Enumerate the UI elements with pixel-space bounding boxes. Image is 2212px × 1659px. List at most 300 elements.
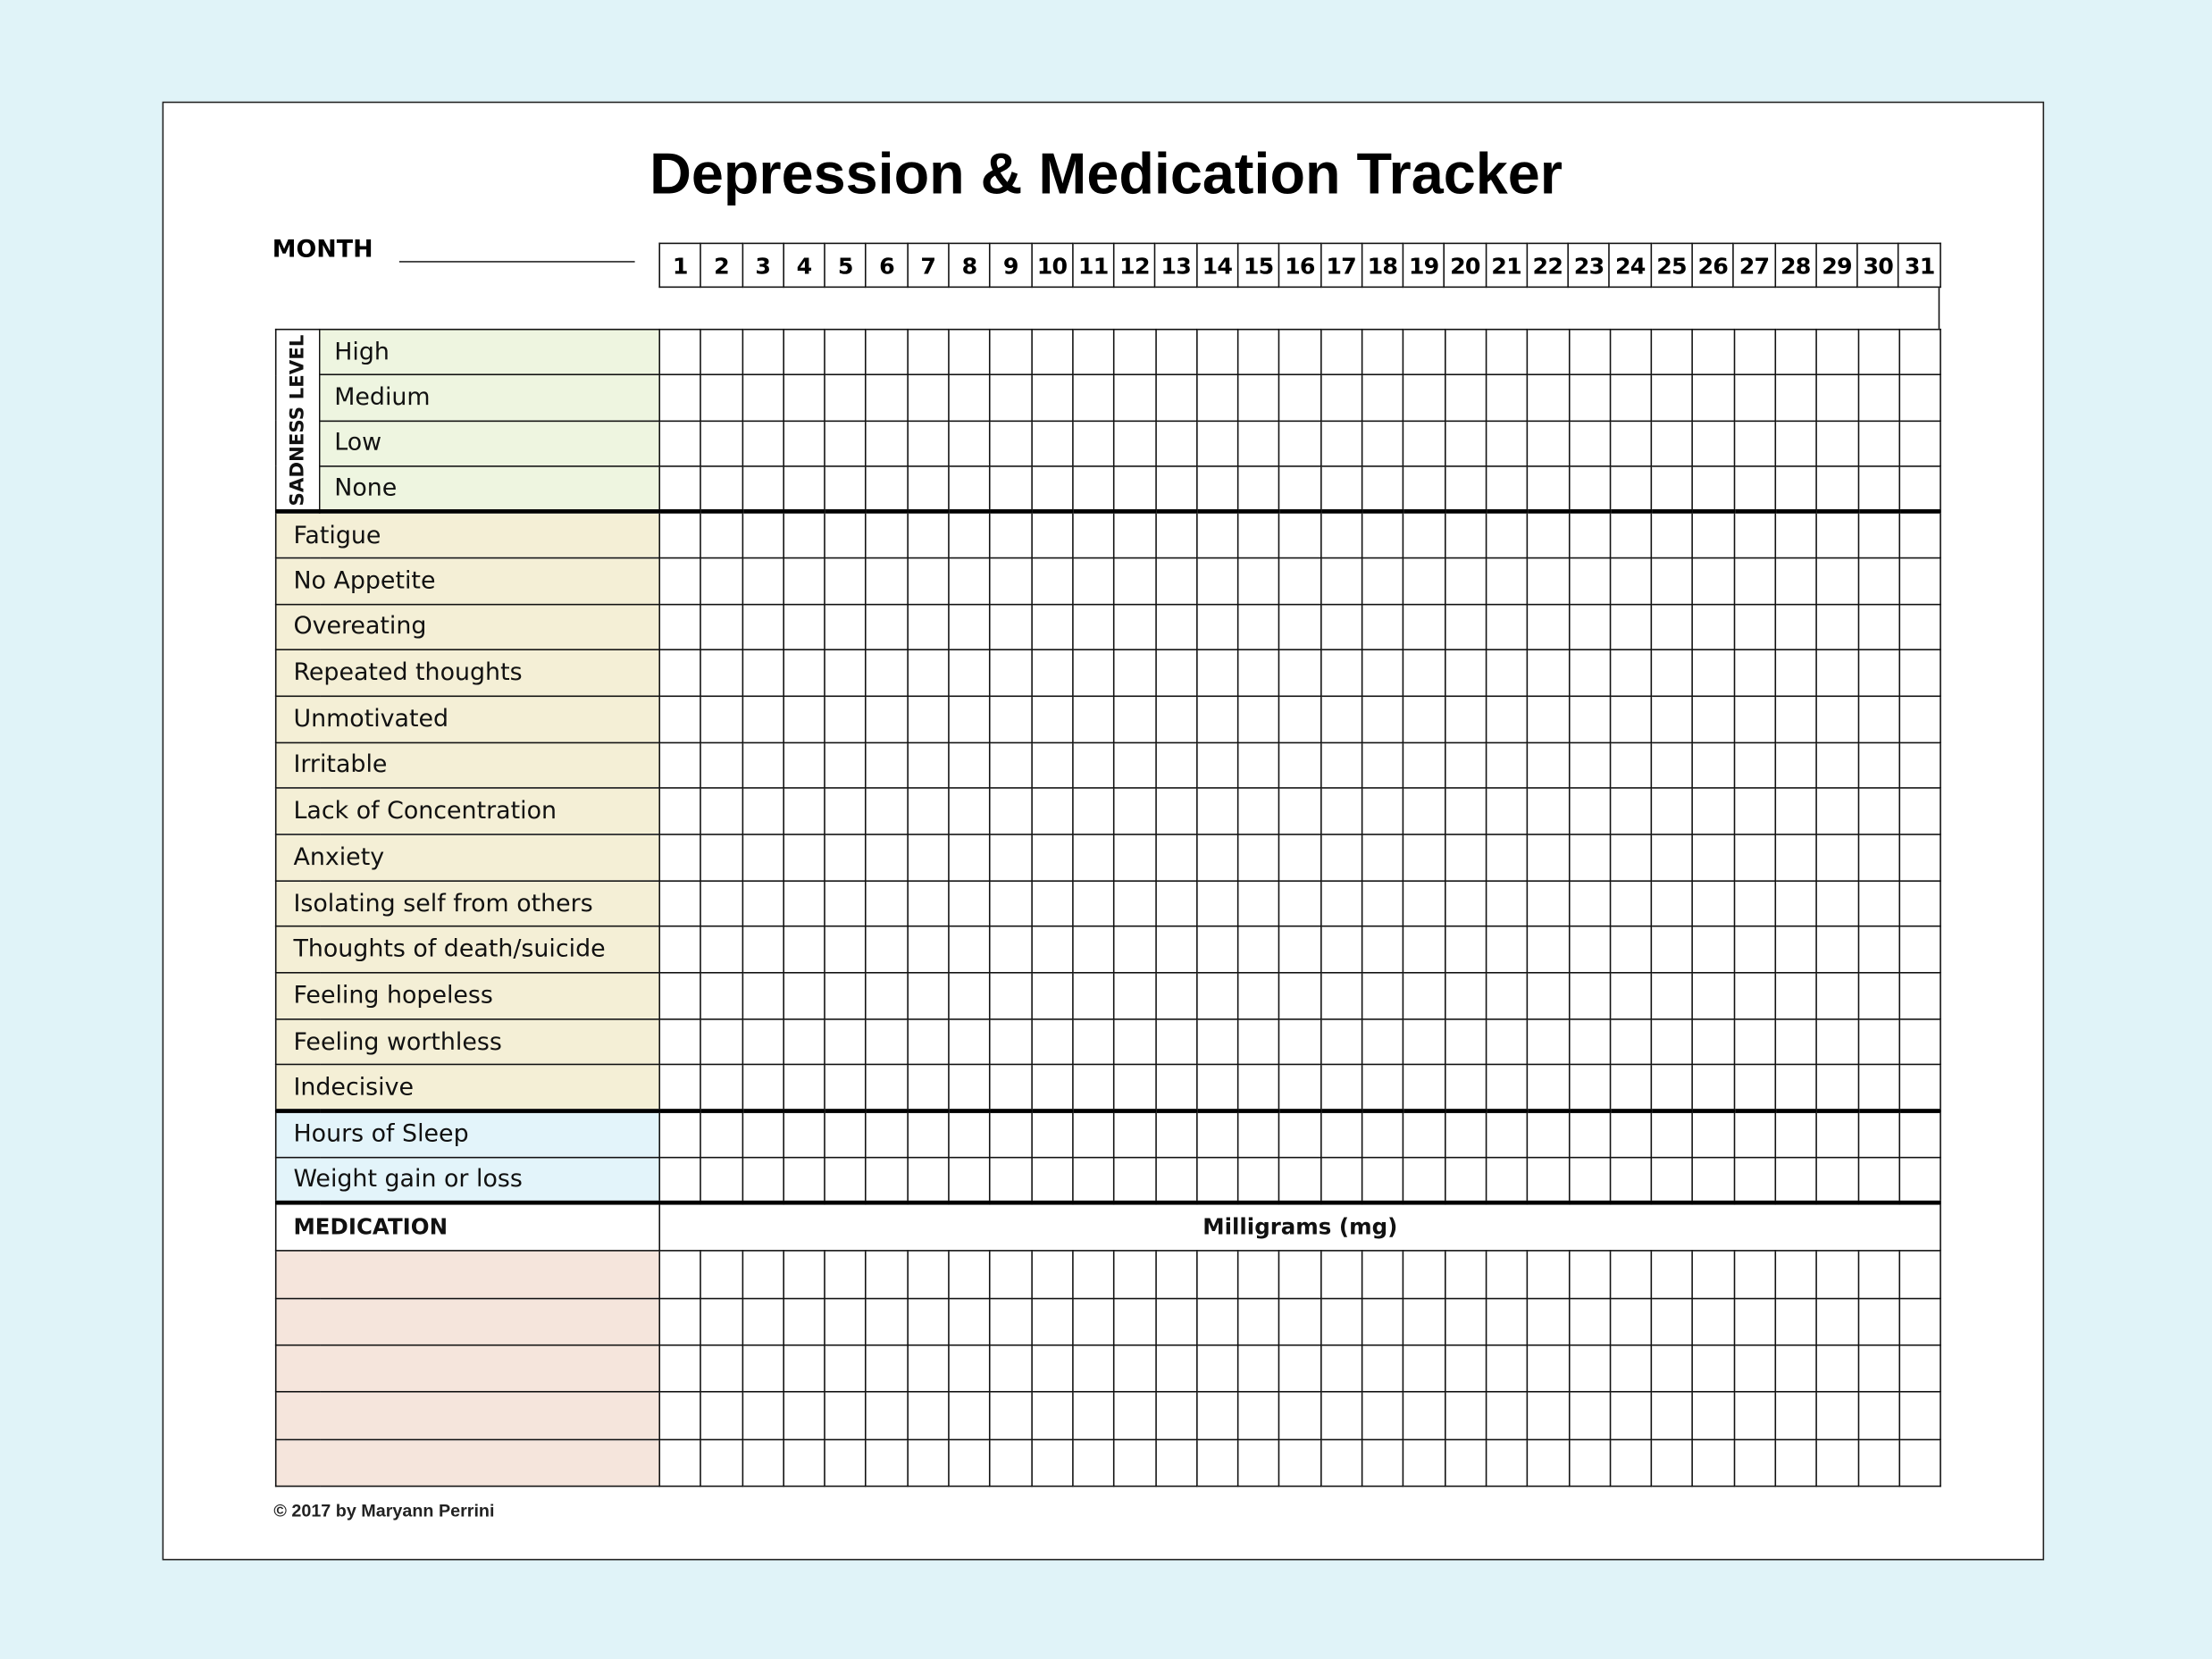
sym-12-day-8-cell[interactable] xyxy=(949,1065,990,1111)
sym-3-day-26-cell[interactable] xyxy=(1693,650,1734,697)
sym-7-day-30-cell[interactable] xyxy=(1858,834,1899,881)
sadness-medium-day-28-cell[interactable] xyxy=(1775,375,1816,421)
sym-8-day-15-cell[interactable] xyxy=(1238,881,1279,927)
sym-0-day-22-cell[interactable] xyxy=(1528,512,1569,558)
sym-2-day-2-cell[interactable] xyxy=(700,604,742,650)
sadness-low-day-22-cell[interactable] xyxy=(1528,421,1569,466)
sym-1-day-18-cell[interactable] xyxy=(1362,557,1403,604)
sym-8-day-26-cell[interactable] xyxy=(1693,881,1734,927)
medication-4-day-1-cell[interactable] xyxy=(659,1439,700,1487)
medication-1-day-23-cell[interactable] xyxy=(1569,1298,1610,1345)
sym-3-day-12-cell[interactable] xyxy=(1114,650,1155,697)
medication-3-day-10-cell[interactable] xyxy=(1032,1392,1073,1439)
sym-3-day-22-cell[interactable] xyxy=(1528,650,1569,697)
sym-7-day-20-cell[interactable] xyxy=(1445,834,1486,881)
sym-5-day-1-cell[interactable] xyxy=(659,742,700,789)
sym-10-day-7-cell[interactable] xyxy=(908,973,949,1019)
sadness-high-day-28-cell[interactable] xyxy=(1775,330,1816,375)
sym-9-day-27-cell[interactable] xyxy=(1734,926,1775,973)
sym-4-day-11-cell[interactable] xyxy=(1073,696,1114,742)
sym-0-day-26-cell[interactable] xyxy=(1693,512,1734,558)
medication-1-day-6-cell[interactable] xyxy=(867,1298,908,1345)
sym-7-day-4-cell[interactable] xyxy=(783,834,825,881)
medication-3-day-22-cell[interactable] xyxy=(1528,1392,1569,1439)
sadness-medium-day-12-cell[interactable] xyxy=(1114,375,1155,421)
sym-0-day-31-cell[interactable] xyxy=(1899,512,1940,558)
sym-6-day-10-cell[interactable] xyxy=(1032,788,1073,834)
medication-3-day-9-cell[interactable] xyxy=(990,1392,1031,1439)
sadness-none-day-25-cell[interactable] xyxy=(1652,466,1693,512)
sym-4-day-20-cell[interactable] xyxy=(1445,696,1486,742)
sym-7-day-11-cell[interactable] xyxy=(1073,834,1114,881)
sym-8-day-1-cell[interactable] xyxy=(659,881,700,927)
sym-5-day-9-cell[interactable] xyxy=(990,742,1031,789)
sadness-high-day-1-cell[interactable] xyxy=(659,330,700,375)
sadness-low-day-4-cell[interactable] xyxy=(783,421,825,466)
slp-1-day-19-cell[interactable] xyxy=(1403,1157,1445,1202)
sym-0-day-23-cell[interactable] xyxy=(1569,512,1610,558)
sadness-low-day-17-cell[interactable] xyxy=(1320,421,1362,466)
medication-2-day-31-cell[interactable] xyxy=(1899,1345,1940,1393)
sadness-none-day-17-cell[interactable] xyxy=(1320,466,1362,512)
sym-2-day-13-cell[interactable] xyxy=(1155,604,1196,650)
medication-2-day-15-cell[interactable] xyxy=(1238,1345,1279,1393)
medication-2-day-20-cell[interactable] xyxy=(1445,1345,1486,1393)
sym-2-day-6-cell[interactable] xyxy=(867,604,908,650)
sym-3-day-18-cell[interactable] xyxy=(1362,650,1403,697)
sym-12-day-14-cell[interactable] xyxy=(1197,1065,1238,1111)
sadness-medium-day-16-cell[interactable] xyxy=(1279,375,1320,421)
slp-1-day-23-cell[interactable] xyxy=(1569,1157,1610,1202)
medication-4-day-28-cell[interactable] xyxy=(1775,1439,1816,1487)
medication-4-day-31-cell[interactable] xyxy=(1899,1439,1940,1487)
sym-2-day-25-cell[interactable] xyxy=(1652,604,1693,650)
sadness-medium-day-6-cell[interactable] xyxy=(867,375,908,421)
medication-3-day-27-cell[interactable] xyxy=(1734,1392,1775,1439)
medication-3-day-24-cell[interactable] xyxy=(1610,1392,1651,1439)
slp-0-day-11-cell[interactable] xyxy=(1073,1111,1114,1157)
sadness-medium-day-11-cell[interactable] xyxy=(1073,375,1114,421)
sym-11-day-25-cell[interactable] xyxy=(1652,1019,1693,1066)
medication-1-day-24-cell[interactable] xyxy=(1610,1298,1651,1345)
sym-10-day-27-cell[interactable] xyxy=(1734,973,1775,1019)
sadness-none-day-31-cell[interactable] xyxy=(1899,466,1940,512)
sadness-none-day-12-cell[interactable] xyxy=(1114,466,1155,512)
sym-11-day-28-cell[interactable] xyxy=(1775,1019,1816,1066)
sym-10-day-10-cell[interactable] xyxy=(1032,973,1073,1019)
medication-1-day-9-cell[interactable] xyxy=(990,1298,1031,1345)
sym-12-day-28-cell[interactable] xyxy=(1775,1065,1816,1111)
sym-9-day-21-cell[interactable] xyxy=(1486,926,1527,973)
sym-3-day-3-cell[interactable] xyxy=(742,650,783,697)
sym-12-day-25-cell[interactable] xyxy=(1652,1065,1693,1111)
medication-0-day-28-cell[interactable] xyxy=(1775,1251,1816,1298)
sym-3-day-28-cell[interactable] xyxy=(1775,650,1816,697)
medication-0-day-12-cell[interactable] xyxy=(1114,1251,1155,1298)
slp-0-day-30-cell[interactable] xyxy=(1858,1111,1899,1157)
sym-7-day-21-cell[interactable] xyxy=(1486,834,1527,881)
medication-2-day-7-cell[interactable] xyxy=(908,1345,949,1393)
sym-1-day-25-cell[interactable] xyxy=(1652,557,1693,604)
sym-3-day-11-cell[interactable] xyxy=(1073,650,1114,697)
sym-1-day-31-cell[interactable] xyxy=(1899,557,1940,604)
sadness-medium-day-19-cell[interactable] xyxy=(1403,375,1445,421)
medication-0-day-6-cell[interactable] xyxy=(867,1251,908,1298)
sadness-none-day-20-cell[interactable] xyxy=(1445,466,1486,512)
medication-4-day-22-cell[interactable] xyxy=(1528,1439,1569,1487)
sadness-low-day-21-cell[interactable] xyxy=(1486,421,1527,466)
sym-2-day-3-cell[interactable] xyxy=(742,604,783,650)
medication-0-day-14-cell[interactable] xyxy=(1197,1251,1238,1298)
sadness-none-day-7-cell[interactable] xyxy=(908,466,949,512)
sadness-none-day-26-cell[interactable] xyxy=(1693,466,1734,512)
sym-0-day-16-cell[interactable] xyxy=(1279,512,1320,558)
sym-4-day-17-cell[interactable] xyxy=(1320,696,1362,742)
sym-7-day-22-cell[interactable] xyxy=(1528,834,1569,881)
medication-2-day-1-cell[interactable] xyxy=(659,1345,700,1393)
medication-4-day-21-cell[interactable] xyxy=(1486,1439,1527,1487)
sym-12-day-3-cell[interactable] xyxy=(742,1065,783,1111)
sadness-low-day-12-cell[interactable] xyxy=(1114,421,1155,466)
sym-8-day-3-cell[interactable] xyxy=(742,881,783,927)
sym-12-day-13-cell[interactable] xyxy=(1155,1065,1196,1111)
slp-1-day-26-cell[interactable] xyxy=(1693,1157,1734,1202)
medication-1-day-25-cell[interactable] xyxy=(1652,1298,1693,1345)
slp-1-day-20-cell[interactable] xyxy=(1445,1157,1486,1202)
sym-1-day-22-cell[interactable] xyxy=(1528,557,1569,604)
slp-0-day-19-cell[interactable] xyxy=(1403,1111,1445,1157)
medication-4-day-24-cell[interactable] xyxy=(1610,1439,1651,1487)
sadness-high-day-18-cell[interactable] xyxy=(1362,330,1403,375)
medication-3-day-23-cell[interactable] xyxy=(1569,1392,1610,1439)
sym-11-day-29-cell[interactable] xyxy=(1817,1019,1858,1066)
sym-7-day-3-cell[interactable] xyxy=(742,834,783,881)
sym-11-day-16-cell[interactable] xyxy=(1279,1019,1320,1066)
sadness-low-day-20-cell[interactable] xyxy=(1445,421,1486,466)
sym-8-day-23-cell[interactable] xyxy=(1569,881,1610,927)
sym-0-day-13-cell[interactable] xyxy=(1155,512,1196,558)
medication-4-day-17-cell[interactable] xyxy=(1320,1439,1362,1487)
sym-2-day-20-cell[interactable] xyxy=(1445,604,1486,650)
sadness-high-day-29-cell[interactable] xyxy=(1817,330,1858,375)
medication-1-day-30-cell[interactable] xyxy=(1858,1298,1899,1345)
sym-0-day-8-cell[interactable] xyxy=(949,512,990,558)
sym-4-day-24-cell[interactable] xyxy=(1610,696,1651,742)
sym-5-day-31-cell[interactable] xyxy=(1899,742,1940,789)
medication-2-day-25-cell[interactable] xyxy=(1652,1345,1693,1393)
sym-5-day-18-cell[interactable] xyxy=(1362,742,1403,789)
sym-6-day-3-cell[interactable] xyxy=(742,788,783,834)
sym-4-day-26-cell[interactable] xyxy=(1693,696,1734,742)
sym-0-day-11-cell[interactable] xyxy=(1073,512,1114,558)
sym-7-day-1-cell[interactable] xyxy=(659,834,700,881)
sym-6-day-6-cell[interactable] xyxy=(867,788,908,834)
sym-12-day-7-cell[interactable] xyxy=(908,1065,949,1111)
slp-0-day-1-cell[interactable] xyxy=(659,1111,700,1157)
sym-3-day-6-cell[interactable] xyxy=(867,650,908,697)
sym-8-day-10-cell[interactable] xyxy=(1032,881,1073,927)
sym-4-day-2-cell[interactable] xyxy=(700,696,742,742)
sym-4-day-14-cell[interactable] xyxy=(1197,696,1238,742)
sym-11-day-22-cell[interactable] xyxy=(1528,1019,1569,1066)
medication-4-day-29-cell[interactable] xyxy=(1817,1439,1858,1487)
sym-10-day-25-cell[interactable] xyxy=(1652,973,1693,1019)
sym-11-day-20-cell[interactable] xyxy=(1445,1019,1486,1066)
medication-3-day-15-cell[interactable] xyxy=(1238,1392,1279,1439)
sym-1-day-6-cell[interactable] xyxy=(867,557,908,604)
sadness-none-day-8-cell[interactable] xyxy=(949,466,990,512)
sym-0-day-28-cell[interactable] xyxy=(1775,512,1816,558)
sym-7-day-10-cell[interactable] xyxy=(1032,834,1073,881)
sym-3-day-10-cell[interactable] xyxy=(1032,650,1073,697)
sadness-medium-day-2-cell[interactable] xyxy=(700,375,742,421)
sym-6-day-25-cell[interactable] xyxy=(1652,788,1693,834)
sym-0-day-24-cell[interactable] xyxy=(1610,512,1651,558)
sym-2-day-18-cell[interactable] xyxy=(1362,604,1403,650)
sym-6-day-7-cell[interactable] xyxy=(908,788,949,834)
sadness-medium-day-17-cell[interactable] xyxy=(1320,375,1362,421)
slp-1-day-15-cell[interactable] xyxy=(1238,1157,1279,1202)
medication-0-day-15-cell[interactable] xyxy=(1238,1251,1279,1298)
medication-3-day-28-cell[interactable] xyxy=(1775,1392,1816,1439)
sym-7-day-7-cell[interactable] xyxy=(908,834,949,881)
sym-7-day-24-cell[interactable] xyxy=(1610,834,1651,881)
sym-8-day-25-cell[interactable] xyxy=(1652,881,1693,927)
sadness-high-day-25-cell[interactable] xyxy=(1652,330,1693,375)
medication-4-day-2-cell[interactable] xyxy=(700,1439,742,1487)
sym-3-day-21-cell[interactable] xyxy=(1486,650,1527,697)
sym-5-day-13-cell[interactable] xyxy=(1155,742,1196,789)
sym-12-day-1-cell[interactable] xyxy=(659,1065,700,1111)
sym-11-day-21-cell[interactable] xyxy=(1486,1019,1527,1066)
sym-4-day-4-cell[interactable] xyxy=(783,696,825,742)
sym-9-day-23-cell[interactable] xyxy=(1569,926,1610,973)
medication-4-day-3-cell[interactable] xyxy=(742,1439,783,1487)
sym-12-day-19-cell[interactable] xyxy=(1403,1065,1445,1111)
sadness-none-day-10-cell[interactable] xyxy=(1032,466,1073,512)
sym-5-day-29-cell[interactable] xyxy=(1817,742,1858,789)
medication-0-day-16-cell[interactable] xyxy=(1279,1251,1320,1298)
sym-9-day-5-cell[interactable] xyxy=(825,926,866,973)
sadness-medium-day-9-cell[interactable] xyxy=(990,375,1031,421)
slp-0-day-14-cell[interactable] xyxy=(1197,1111,1238,1157)
sym-10-day-4-cell[interactable] xyxy=(783,973,825,1019)
sym-6-day-16-cell[interactable] xyxy=(1279,788,1320,834)
sym-5-day-11-cell[interactable] xyxy=(1073,742,1114,789)
sym-4-day-30-cell[interactable] xyxy=(1858,696,1899,742)
sadness-none-day-19-cell[interactable] xyxy=(1403,466,1445,512)
medication-4-day-30-cell[interactable] xyxy=(1858,1439,1899,1487)
medication-2-day-13-cell[interactable] xyxy=(1155,1345,1196,1393)
medication-3-day-30-cell[interactable] xyxy=(1858,1392,1899,1439)
sadness-high-day-10-cell[interactable] xyxy=(1032,330,1073,375)
sym-8-day-5-cell[interactable] xyxy=(825,881,866,927)
medication-1-day-28-cell[interactable] xyxy=(1775,1298,1816,1345)
sadness-high-day-8-cell[interactable] xyxy=(949,330,990,375)
slp-1-day-30-cell[interactable] xyxy=(1858,1157,1899,1202)
sym-3-day-2-cell[interactable] xyxy=(700,650,742,697)
sadness-none-day-11-cell[interactable] xyxy=(1073,466,1114,512)
slp-0-day-21-cell[interactable] xyxy=(1486,1111,1527,1157)
sym-8-day-11-cell[interactable] xyxy=(1073,881,1114,927)
sym-7-day-12-cell[interactable] xyxy=(1114,834,1155,881)
sadness-none-day-28-cell[interactable] xyxy=(1775,466,1816,512)
sadness-low-day-18-cell[interactable] xyxy=(1362,421,1403,466)
medication-1-day-20-cell[interactable] xyxy=(1445,1298,1486,1345)
medication-1-day-31-cell[interactable] xyxy=(1899,1298,1940,1345)
slp-0-day-29-cell[interactable] xyxy=(1817,1111,1858,1157)
slp-0-day-27-cell[interactable] xyxy=(1734,1111,1775,1157)
medication-3-day-16-cell[interactable] xyxy=(1279,1392,1320,1439)
medication-2-day-26-cell[interactable] xyxy=(1693,1345,1734,1393)
sym-5-day-21-cell[interactable] xyxy=(1486,742,1527,789)
slp-0-day-23-cell[interactable] xyxy=(1569,1111,1610,1157)
sym-9-day-11-cell[interactable] xyxy=(1073,926,1114,973)
sym-10-day-13-cell[interactable] xyxy=(1155,973,1196,1019)
sym-4-day-9-cell[interactable] xyxy=(990,696,1031,742)
sadness-high-day-24-cell[interactable] xyxy=(1610,330,1651,375)
sym-2-day-11-cell[interactable] xyxy=(1073,604,1114,650)
sym-7-day-8-cell[interactable] xyxy=(949,834,990,881)
sym-9-day-1-cell[interactable] xyxy=(659,926,700,973)
sym-11-day-26-cell[interactable] xyxy=(1693,1019,1734,1066)
sym-4-day-25-cell[interactable] xyxy=(1652,696,1693,742)
medication-4-day-8-cell[interactable] xyxy=(949,1439,990,1487)
sym-3-day-15-cell[interactable] xyxy=(1238,650,1279,697)
sym-5-day-15-cell[interactable] xyxy=(1238,742,1279,789)
sadness-none-day-16-cell[interactable] xyxy=(1279,466,1320,512)
sym-4-day-29-cell[interactable] xyxy=(1817,696,1858,742)
sym-9-day-30-cell[interactable] xyxy=(1858,926,1899,973)
sym-9-day-3-cell[interactable] xyxy=(742,926,783,973)
sym-5-day-6-cell[interactable] xyxy=(867,742,908,789)
sym-9-day-15-cell[interactable] xyxy=(1238,926,1279,973)
medication-2-day-5-cell[interactable] xyxy=(825,1345,866,1393)
medication-1-day-2-cell[interactable] xyxy=(700,1298,742,1345)
slp-1-day-9-cell[interactable] xyxy=(990,1157,1031,1202)
sym-8-day-4-cell[interactable] xyxy=(783,881,825,927)
medication-2-day-18-cell[interactable] xyxy=(1362,1345,1403,1393)
sym-5-day-2-cell[interactable] xyxy=(700,742,742,789)
sym-12-day-31-cell[interactable] xyxy=(1899,1065,1940,1111)
sym-9-day-14-cell[interactable] xyxy=(1197,926,1238,973)
medication-4-day-7-cell[interactable] xyxy=(908,1439,949,1487)
sym-7-day-16-cell[interactable] xyxy=(1279,834,1320,881)
medication-2-day-12-cell[interactable] xyxy=(1114,1345,1155,1393)
sadness-low-day-26-cell[interactable] xyxy=(1693,421,1734,466)
medication-4-day-10-cell[interactable] xyxy=(1032,1439,1073,1487)
sadness-high-day-9-cell[interactable] xyxy=(990,330,1031,375)
sym-5-day-3-cell[interactable] xyxy=(742,742,783,789)
sadness-medium-day-14-cell[interactable] xyxy=(1197,375,1238,421)
medication-1-day-12-cell[interactable] xyxy=(1114,1298,1155,1345)
medication-1-day-3-cell[interactable] xyxy=(742,1298,783,1345)
sym-9-day-12-cell[interactable] xyxy=(1114,926,1155,973)
sym-6-day-24-cell[interactable] xyxy=(1610,788,1651,834)
sadness-none-day-2-cell[interactable] xyxy=(700,466,742,512)
sym-11-day-2-cell[interactable] xyxy=(700,1019,742,1066)
sym-5-day-23-cell[interactable] xyxy=(1569,742,1610,789)
sym-4-day-21-cell[interactable] xyxy=(1486,696,1527,742)
sym-3-day-5-cell[interactable] xyxy=(825,650,866,697)
sym-8-day-12-cell[interactable] xyxy=(1114,881,1155,927)
sym-7-day-9-cell[interactable] xyxy=(990,834,1031,881)
medication-3-day-4-cell[interactable] xyxy=(783,1392,825,1439)
sym-5-day-24-cell[interactable] xyxy=(1610,742,1651,789)
slp-1-day-13-cell[interactable] xyxy=(1155,1157,1196,1202)
slp-1-day-18-cell[interactable] xyxy=(1362,1157,1403,1202)
slp-0-day-25-cell[interactable] xyxy=(1652,1111,1693,1157)
sym-10-day-19-cell[interactable] xyxy=(1403,973,1445,1019)
sym-6-day-11-cell[interactable] xyxy=(1073,788,1114,834)
sadness-high-day-31-cell[interactable] xyxy=(1899,330,1940,375)
sym-7-day-29-cell[interactable] xyxy=(1817,834,1858,881)
sadness-none-day-9-cell[interactable] xyxy=(990,466,1031,512)
sym-12-day-22-cell[interactable] xyxy=(1528,1065,1569,1111)
medication-4-day-18-cell[interactable] xyxy=(1362,1439,1403,1487)
medication-3-day-12-cell[interactable] xyxy=(1114,1392,1155,1439)
sym-8-day-7-cell[interactable] xyxy=(908,881,949,927)
sadness-medium-day-7-cell[interactable] xyxy=(908,375,949,421)
sadness-none-day-29-cell[interactable] xyxy=(1817,466,1858,512)
sadness-none-day-15-cell[interactable] xyxy=(1238,466,1279,512)
sym-8-day-16-cell[interactable] xyxy=(1279,881,1320,927)
sym-12-day-24-cell[interactable] xyxy=(1610,1065,1651,1111)
sym-2-day-14-cell[interactable] xyxy=(1197,604,1238,650)
sym-4-day-7-cell[interactable] xyxy=(908,696,949,742)
sym-9-day-19-cell[interactable] xyxy=(1403,926,1445,973)
medication-1-day-16-cell[interactable] xyxy=(1279,1298,1320,1345)
sym-9-day-26-cell[interactable] xyxy=(1693,926,1734,973)
sym-10-day-15-cell[interactable] xyxy=(1238,973,1279,1019)
sadness-high-day-13-cell[interactable] xyxy=(1155,330,1196,375)
sym-8-day-2-cell[interactable] xyxy=(700,881,742,927)
sadness-medium-day-3-cell[interactable] xyxy=(742,375,783,421)
sym-7-day-13-cell[interactable] xyxy=(1155,834,1196,881)
medication-2-day-28-cell[interactable] xyxy=(1775,1345,1816,1393)
sym-4-day-31-cell[interactable] xyxy=(1899,696,1940,742)
medication-2-day-16-cell[interactable] xyxy=(1279,1345,1320,1393)
slp-0-day-24-cell[interactable] xyxy=(1610,1111,1651,1157)
sym-6-day-21-cell[interactable] xyxy=(1486,788,1527,834)
medication-4-day-13-cell[interactable] xyxy=(1155,1439,1196,1487)
medication-0-day-11-cell[interactable] xyxy=(1073,1251,1114,1298)
sym-10-day-23-cell[interactable] xyxy=(1569,973,1610,1019)
sym-5-day-28-cell[interactable] xyxy=(1775,742,1816,789)
sym-11-day-30-cell[interactable] xyxy=(1858,1019,1899,1066)
sym-2-day-30-cell[interactable] xyxy=(1858,604,1899,650)
sadness-none-day-4-cell[interactable] xyxy=(783,466,825,512)
sadness-none-day-13-cell[interactable] xyxy=(1155,466,1196,512)
medication-4-day-20-cell[interactable] xyxy=(1445,1439,1486,1487)
sym-3-day-30-cell[interactable] xyxy=(1858,650,1899,697)
medication-0-day-27-cell[interactable] xyxy=(1734,1251,1775,1298)
slp-1-day-14-cell[interactable] xyxy=(1197,1157,1238,1202)
medication-3-day-25-cell[interactable] xyxy=(1652,1392,1693,1439)
slp-0-day-13-cell[interactable] xyxy=(1155,1111,1196,1157)
sadness-medium-day-1-cell[interactable] xyxy=(659,375,700,421)
sadness-high-day-6-cell[interactable] xyxy=(867,330,908,375)
sym-7-day-14-cell[interactable] xyxy=(1197,834,1238,881)
sadness-low-day-25-cell[interactable] xyxy=(1652,421,1693,466)
sym-11-day-4-cell[interactable] xyxy=(783,1019,825,1066)
sym-8-day-24-cell[interactable] xyxy=(1610,881,1651,927)
sym-3-day-27-cell[interactable] xyxy=(1734,650,1775,697)
sym-9-day-8-cell[interactable] xyxy=(949,926,990,973)
sym-1-day-11-cell[interactable] xyxy=(1073,557,1114,604)
sym-0-day-30-cell[interactable] xyxy=(1858,512,1899,558)
sym-0-day-1-cell[interactable] xyxy=(659,512,700,558)
